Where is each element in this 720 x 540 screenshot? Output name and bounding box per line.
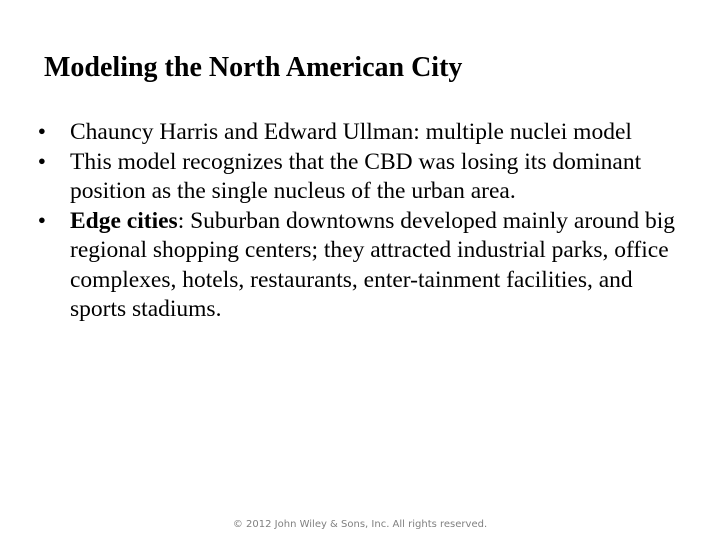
bullet-marker: • [37,207,46,234]
slide-title: Modeling the North American City [44,52,463,83]
bullet-item [24,207,684,325]
bullet-list [24,118,684,325]
bullet-text: This model recognizes that the CBD was losing its dominant position as the single nucleus of the urban area. [70,148,642,204]
bullet-text: : Suburban downtowns developed mainly around big regional shopping centers; they attracted industrial parks, office complexes, hotels, restaurants, enter-tainment facilities, and sports stadiums. [70,207,676,322]
bullet-bold-lead: Edge cities [70,207,178,234]
bullet-text: Chauncy Harris and Edward Ullman: multiple nuclei model [70,119,632,145]
bullet-item [24,148,684,207]
bullet-item [24,118,684,148]
bullet-marker: • [37,148,46,175]
copyright-footer: © 2012 John Wiley & Sons, Inc. All rights reserved. [232,519,488,530]
bullet-marker: • [37,119,46,145]
